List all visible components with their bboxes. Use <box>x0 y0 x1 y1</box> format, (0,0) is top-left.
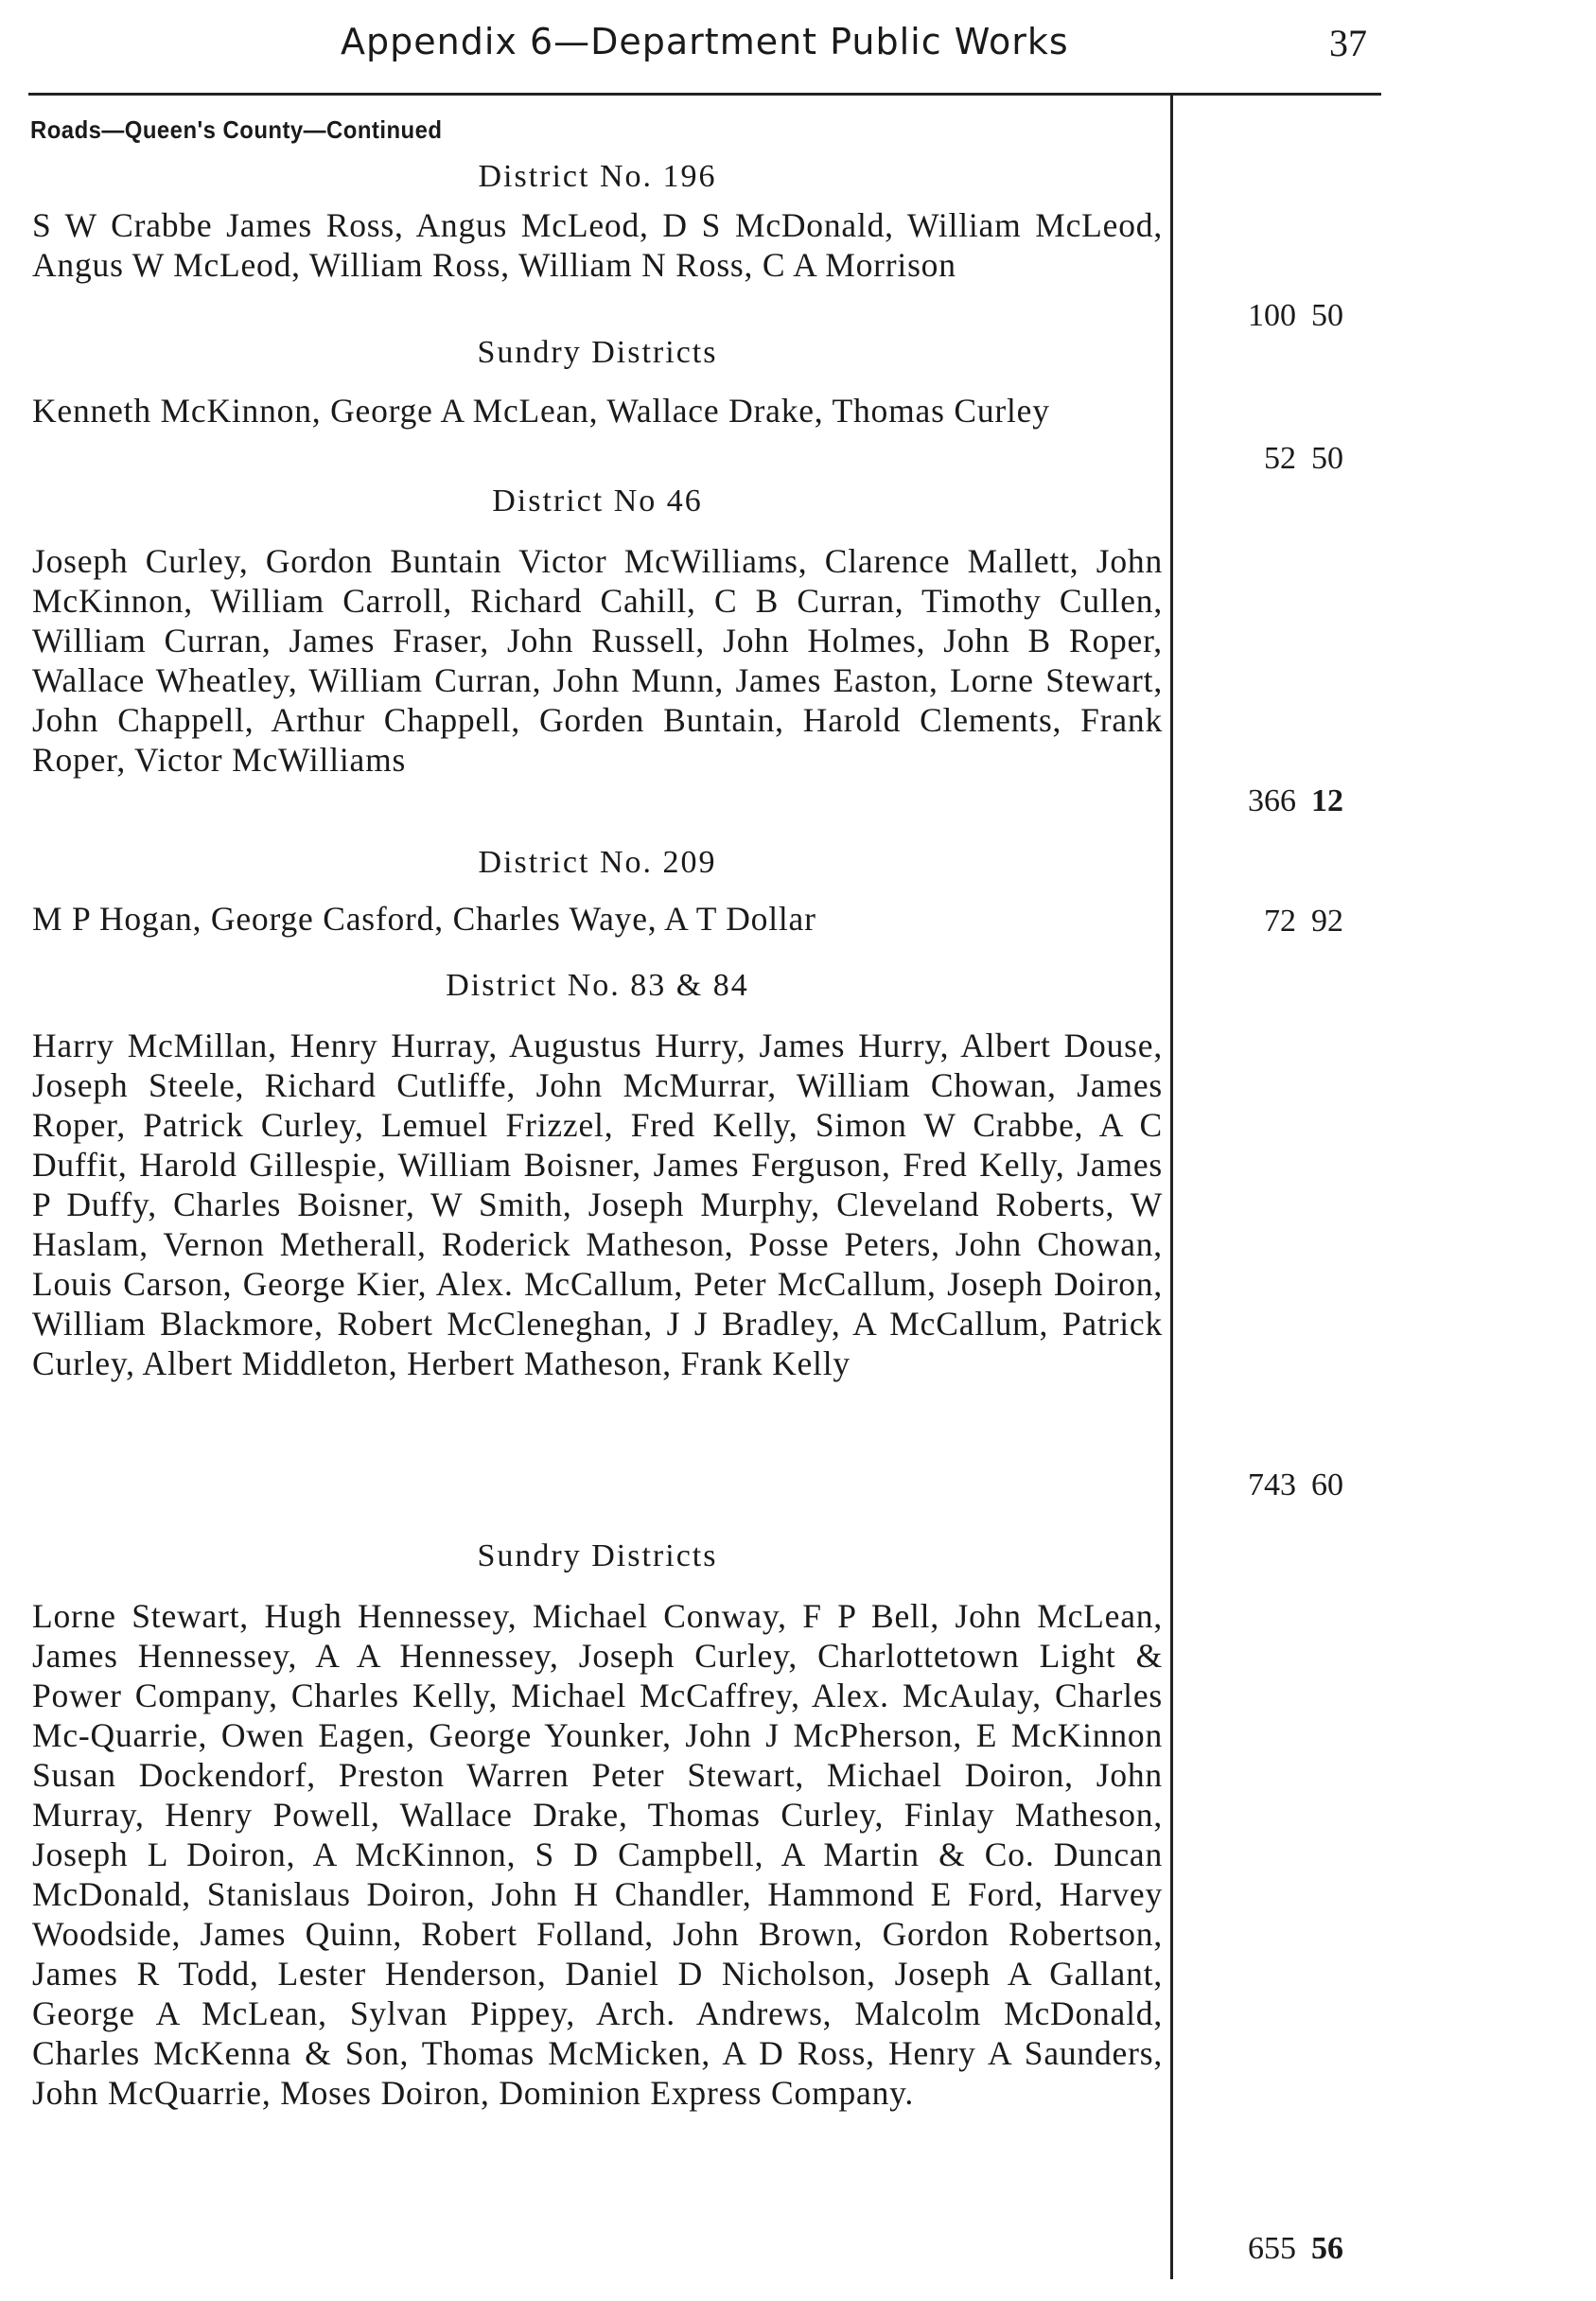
district-title: District No. 209 <box>478 845 717 880</box>
amount-dollars: 366 <box>1248 783 1296 818</box>
amount-cents: 50 <box>1311 298 1343 333</box>
header-rule <box>28 93 1381 96</box>
amount <box>1230 904 1419 940</box>
district-title: Sundry Districts <box>477 335 718 370</box>
amount-cents: 92 <box>1311 904 1343 939</box>
payee-names: Kenneth McKinnon, George A McLean, Wallace Drake, Thomas Curley <box>32 392 1050 430</box>
district-title: District No. 83 & 84 <box>446 968 749 1003</box>
amount-cents: 12 <box>1311 783 1343 818</box>
amount-cents: 50 <box>1311 441 1343 476</box>
amount <box>1230 1467 1419 1503</box>
district-title: District No 46 <box>492 483 703 518</box>
amount-dollars: 72 <box>1264 904 1296 939</box>
amount-dollars: 743 <box>1248 1467 1296 1502</box>
amount-cents: 60 <box>1311 1467 1343 1502</box>
amount <box>1230 441 1419 477</box>
district-entry <box>32 483 1163 780</box>
payee-names: Harry McMillan, Henry Hurray, Augustus Hurry, James Hurry, Albert Douse, Joseph Steele, Richard Cutliffe, John McMurrar, William Chowan, James Roper, Patrick Curley, Lemuel Frizzel, Fred Kelly, Simon W Crabbe, A C Duffit, Harold Gillespie, William Boisner, James Ferguson, Fred Kelly, James P Duffy, Charles Boisner, W Smith, Joseph Murphy, Cleveland Roberts, W Haslam, Vernon Metherall, Roderick Matheson, Posse Peters, John Chowan, Louis Carson, George Kier, Alex. McCallum, Peter McCallum, Joseph Doiron, William Blackmore, Robert McCleneghan, J J Bradley, A McCallum, Patrick Curley, Albert Middleton, Herbert Matheson, Frank Kelly <box>32 1027 1163 1382</box>
district-entry <box>32 844 1163 939</box>
district-entry <box>32 334 1163 430</box>
amount-dollars: 52 <box>1264 441 1296 476</box>
column-rule <box>1170 94 1173 2279</box>
page-title: Appendix 6—Department Public Works <box>341 21 1069 62</box>
amount <box>1230 2231 1419 2267</box>
amount-dollars: 100 <box>1248 298 1296 333</box>
payee-names: S W Crabbe James Ross, Angus McLeod, D S McDonald, William McLeod, Angus W McLeod, William Ross, William N Ross, C A Morrison <box>32 206 1163 284</box>
district-entry <box>32 158 1163 285</box>
payee-names: Lorne Stewart, Hugh Hennessey, Michael Conway, F P Bell, John McLean, James Hennessey, A A Hennessey, Joseph Curley, Charlottetown Light & Power Company, Charles Kelly, Michael McCaffrey, Alex. McAulay, Charles Mc-Quarrie, Owen Eagen, George Younker, John J McPherson, E McKinnon Susan Dockendorf, Preston Warren Peter Stewart, Michael Doiron, John Murray, Henry Powell, Wallace Drake, Thomas Curley, Finlay Matheson, Joseph L Doiron, A McKinnon, S D Campbell, A Martin & Co. Duncan McDonald, Stanislaus Doiron, John H Chandler, Hammond E Ford, Harvey Woodside, James Quinn, Robert Folland, John Brown, Gordon Robertson, James R Todd, Lester Henderson, Daniel D Nicholson, Joseph A Gallant, George A McLean, Sylvan Pippey, Arch. Andrews, Malcolm McDonald, Charles McKenna & Son, Thomas McMicken, A D Ross, Henry A Saunders, John McQuarrie, Moses Doiron, Dominion Express Company. <box>32 1597 1163 2112</box>
section-heading: Roads—Queen's County—Continued <box>30 115 443 144</box>
amount <box>1230 298 1419 334</box>
district-title: Sundry Districts <box>477 1538 718 1573</box>
district-entry <box>32 1537 1163 2113</box>
amount-cents: 56 <box>1311 2231 1343 2266</box>
page-number: 37 <box>1329 22 1367 64</box>
district-entry <box>32 967 1163 1383</box>
amount-dollars: 655 <box>1248 2231 1296 2266</box>
district-title: District No. 196 <box>478 159 717 194</box>
amount <box>1230 783 1419 819</box>
payee-names: M P Hogan, George Casford, Charles Waye, A T Dollar <box>32 900 816 938</box>
payee-names: Joseph Curley, Gordon Buntain Victor McWilliams, Clarence Mallett, John McKinnon, William Carroll, Richard Cahill, C B Curran, Timothy Cullen, William Curran, James Fraser, John Russell, John Holmes, John B Roper, Wallace Wheatley, William Curran, John Munn, James Easton, Lorne Stewart, John Chappell, Arthur Chappell, Gorden Buntain, Harold Clements, Frank Roper, Victor McWilliams <box>32 542 1163 779</box>
running-head <box>0 21 1596 78</box>
